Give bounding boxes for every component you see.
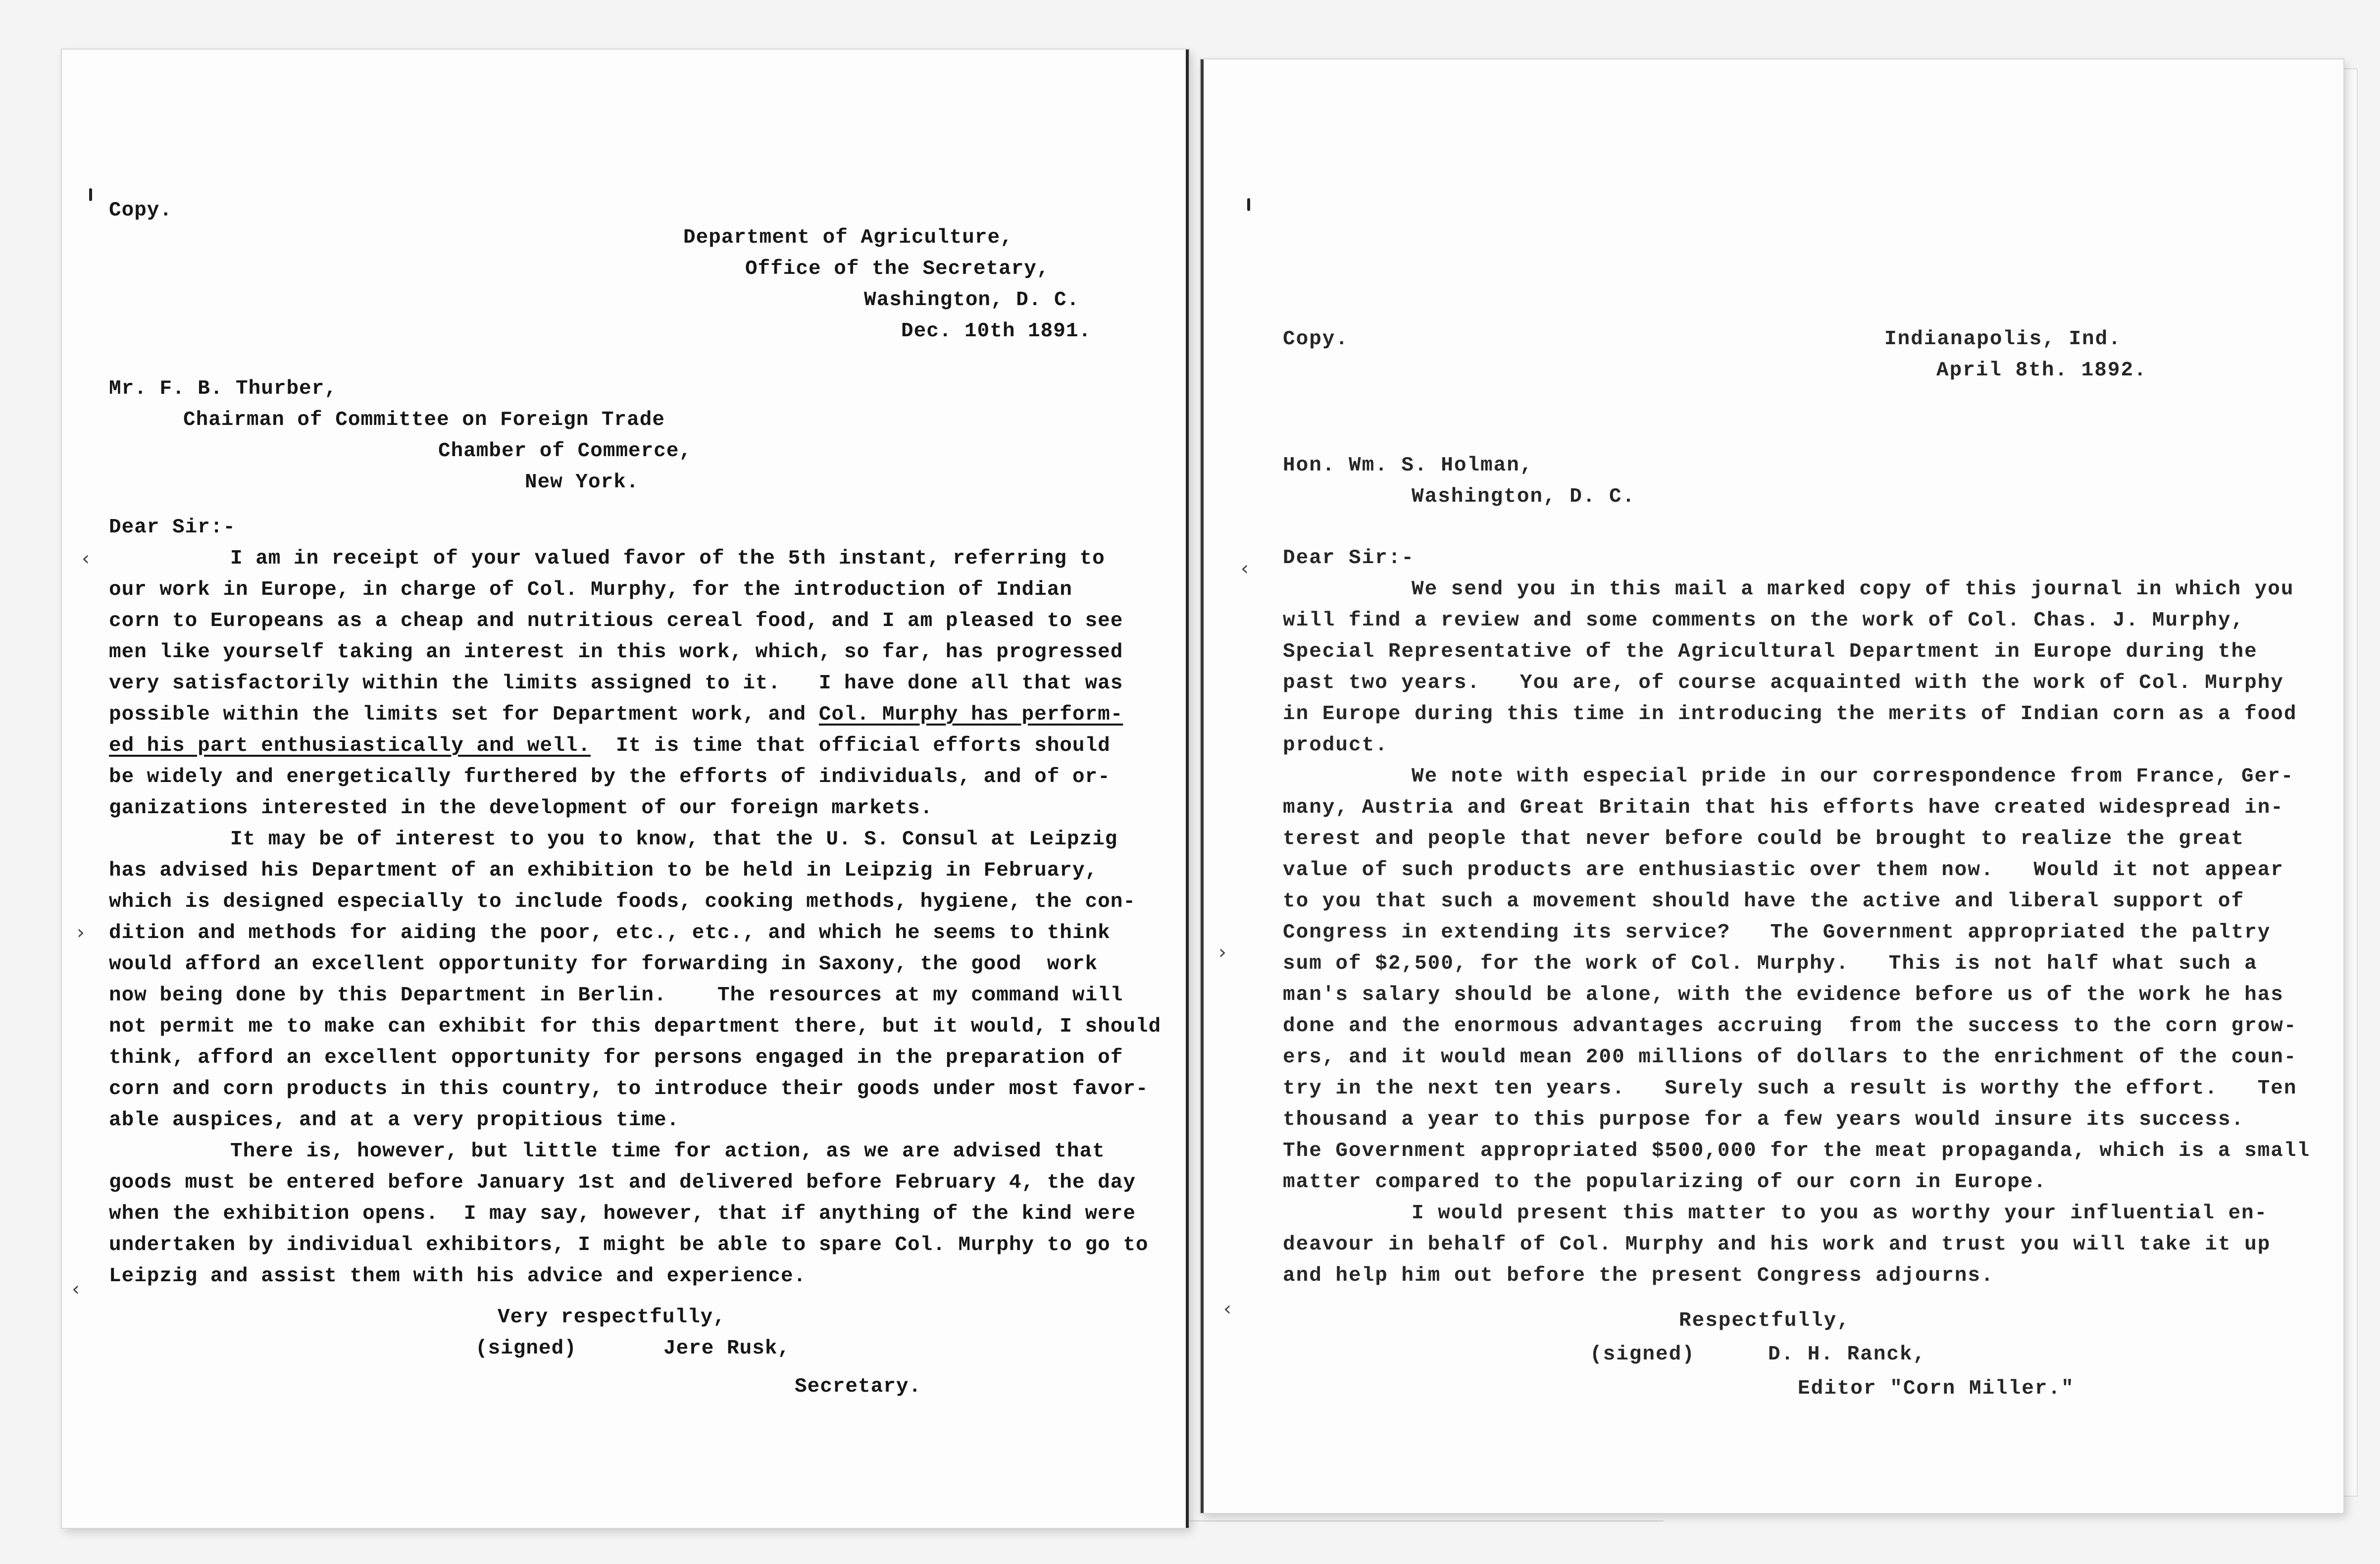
body-line	[109, 736, 1111, 756]
salutation: Dear Sir:-	[109, 516, 236, 539]
body-line: very satisfactorily within the limits assigned to it. I have done all that was	[109, 672, 1123, 695]
body-line: when the exhibition opens. I may say, however, that if anything of the kind were	[109, 1202, 1136, 1225]
signer-name: D. H. Ranck,	[1768, 1343, 1926, 1366]
body-line: thousand a year to this purpose for a few years would insure its success.	[1283, 1108, 2245, 1131]
body-line: will find a review and some comments on the work of Col. Chas. J. Murphy,	[1283, 609, 2245, 632]
copy-label: Copy.	[109, 199, 173, 222]
body-line: terest and people that never before could be brought to realize the great	[1283, 828, 2245, 850]
body-line: I am in receipt of your valued favor of the 5th instant, referring to	[230, 547, 1105, 570]
header-line: Washington, D. C.	[864, 289, 1080, 312]
addressee-line: New York.	[525, 471, 639, 494]
copy-label: Copy.	[1283, 328, 1349, 351]
signed-label: (signed)	[475, 1337, 577, 1360]
body-line: able auspices, and at a very propitious time.	[109, 1109, 680, 1132]
body-line: dition and methods for aiding the poor, etc., etc., and which he seems to think	[109, 922, 1111, 944]
ink-mark	[1247, 198, 1250, 211]
underlined-text: Col. Murphy has perform-	[818, 703, 1123, 726]
body-line: would afford an excellent opportunity for forwarding in Saxony, the good work	[109, 953, 1098, 976]
header-line: Department of Agriculture,	[683, 226, 1013, 249]
body-line: There is, however, but little time for action, as we are advised that	[230, 1140, 1105, 1163]
left-letter-page	[62, 50, 1189, 1528]
margin-tick: ›	[77, 921, 85, 944]
body-line: be widely and energetically furthered by the efforts of individuals, and of or-	[109, 766, 1111, 788]
closing: Very respectfully,	[498, 1306, 726, 1329]
signer-name: Jere Rusk,	[663, 1337, 791, 1360]
body-line: which is designed especially to include foods, cooking methods, hygiene, the con-	[109, 890, 1136, 913]
body-line: done and the enormous advantages accruing from the success to the corn grow-	[1283, 1015, 2297, 1038]
body-line: in Europe during this time in introducing the merits of Indian corn as a food	[1283, 703, 2297, 726]
body-line: think, afford an excellent opportunity for persons engaged in the preparation of	[109, 1046, 1123, 1069]
body-line: goods must be entered before January 1st and delivered before February 4, the day	[109, 1171, 1136, 1194]
body-line: We note with especial pride in our correspondence from France, Ger-	[1412, 765, 2294, 788]
body-line: not permit me to make can exhibit for this department there, but it would, I should	[109, 1015, 1162, 1038]
body-line: many, Austria and Great Britain that his efforts have created widespread in-	[1283, 796, 2284, 819]
body-line: Congress in extending its service? The Government appropriated the paltry	[1283, 921, 2271, 944]
signed-label: (signed)	[1590, 1343, 1695, 1366]
body-line	[109, 705, 1123, 725]
margin-tick: ‹	[82, 547, 90, 570]
body-line: corn to Europeans as a cheap and nutritious cereal food, and I am pleased to see	[109, 610, 1123, 632]
body-line: ganizations interested in the development of our foreign markets.	[109, 797, 933, 820]
body-line: product.	[1283, 734, 1388, 757]
body-line: undertaken by individual exhibitors, I might be able to spare Col. Murphy to go to	[109, 1234, 1149, 1256]
body-line: We send you in this mail a marked copy of this journal in which you	[1412, 578, 2294, 601]
underlined-text: ed his part enthusiastically and well.	[109, 734, 591, 757]
body-line: try in the next ten years. Surely such a result is worthy the effort. Ten	[1283, 1077, 2297, 1100]
right-letter-page	[1201, 59, 2343, 1513]
signer-title: Secretary.	[795, 1375, 922, 1398]
body-line: sum of $2,500, for the work of Col. Murphy. This is not half what such a	[1283, 952, 2258, 975]
margin-tick: ‹	[1241, 557, 1249, 580]
body-text: possible within the limits set for Department work, and	[109, 703, 819, 726]
body-line: corn and corn products in this country, to introduce their goods under most favor-	[109, 1078, 1149, 1100]
body-line: It may be of interest to you to know, that the U. S. Consul at Leipzig	[230, 828, 1118, 851]
body-line: Special Representative of the Agricultural Department in Europe during the	[1283, 640, 2258, 663]
body-line: our work in Europe, in charge of Col. Murphy, for the introduction of Indian	[109, 578, 1072, 601]
salutation: Dear Sir:-	[1283, 547, 1415, 570]
body-line: men like yourself taking an interest in this work, which, so far, has progressed	[109, 641, 1123, 664]
body-line: man's salary should be alone, with the evidence before us of the work he has	[1283, 984, 2284, 1006]
body-line: has advised his Department of an exhibition to be held in Leipzig in February,	[109, 859, 1098, 882]
body-line: and help him out before the present Congress adjourns.	[1283, 1264, 1994, 1287]
margin-tick: ‹	[1223, 1298, 1231, 1320]
margin-tick: ›	[1218, 941, 1226, 964]
body-line: The Government appropriated $500,000 for the meat propaganda, which is a small	[1283, 1140, 2311, 1162]
ink-mark	[89, 188, 92, 201]
body-line: deavour in behalf of Col. Murphy and his work and trust you will take it up	[1283, 1233, 2271, 1256]
body-line: now being done by this Department in Berlin. The resources at my command will	[109, 984, 1123, 1007]
body-line: ers, and it would mean 200 millions of dollars to the enrichment of the coun-	[1283, 1046, 2297, 1069]
addressee-line: Chairman of Committee on Foreign Trade	[183, 409, 665, 431]
body-line: matter compared to the popularizing of our corn in Europe.	[1283, 1171, 2047, 1194]
body-line: past two years. You are, of course acquainted with the work of Col. Murphy	[1283, 672, 2284, 694]
margin-tick: ‹	[72, 1278, 80, 1301]
closing: Respectfully,	[1679, 1309, 1850, 1332]
signer-title: Editor "Corn Miller."	[1798, 1377, 2075, 1400]
body-line: value of such products are enthusiastic over them now. Would it not appear	[1283, 859, 2284, 882]
addressee-line: Hon. Wm. S. Holman,	[1283, 454, 1533, 477]
addressee-line: Mr. F. B. Thurber,	[109, 377, 337, 400]
letter-date: Dec. 10th 1891.	[901, 320, 1092, 343]
letter-date: April 8th. 1892.	[1936, 359, 2147, 382]
body-line: I would present this matter to you as worthy your influential en-	[1412, 1202, 2268, 1225]
body-line: to you that such a movement should have the active and liberal support of	[1283, 890, 2245, 913]
header-line: Indianapolis, Ind.	[1884, 328, 2122, 351]
body-text: It is time that official efforts should	[590, 734, 1111, 757]
addressee-line: Washington, D. C.	[1412, 485, 1636, 508]
body-line: Leipzig and assist them with his advice and experience.	[109, 1265, 807, 1288]
addressee-line: Chamber of Commerce,	[438, 440, 692, 463]
header-line: Office of the Secretary,	[745, 258, 1050, 280]
